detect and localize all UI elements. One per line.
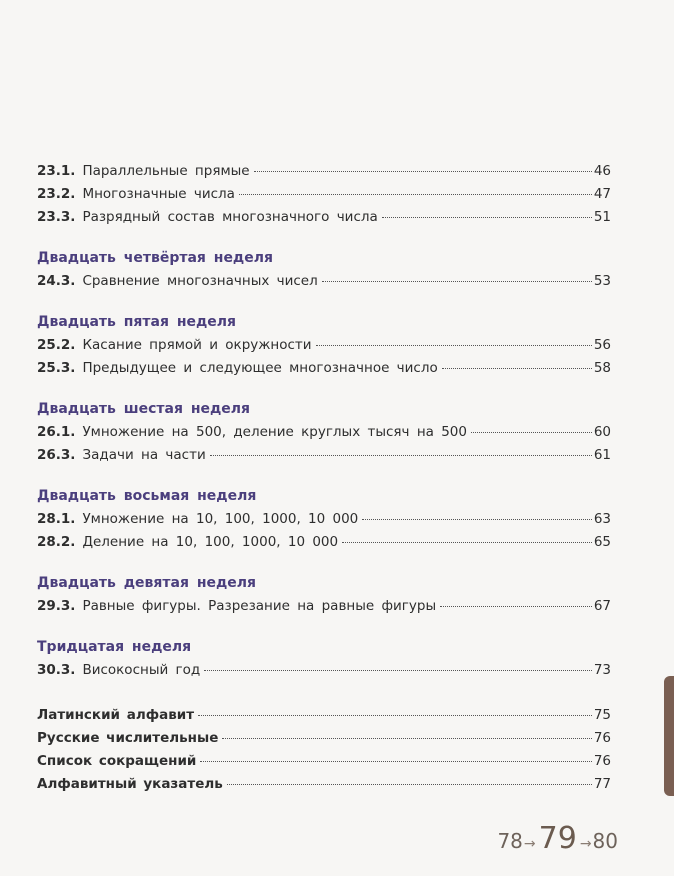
toc-entry[interactable] bbox=[37, 444, 611, 467]
week-heading: Двадцать девятая неделя bbox=[37, 575, 257, 591]
page-navigation bbox=[497, 821, 618, 856]
entry-page-number: 67 bbox=[593, 598, 611, 614]
appendix-entry[interactable] bbox=[37, 704, 611, 727]
prev-page-number[interactable]: 78 bbox=[497, 829, 523, 853]
entry-title: Многозначные числа bbox=[82, 186, 235, 202]
entry-title: Разрядный состав многозначного числа bbox=[82, 209, 378, 225]
entry-title: Деление на 10, 100, 1000, 10 000 bbox=[82, 534, 339, 550]
dot-leader bbox=[316, 345, 592, 346]
dot-leader bbox=[222, 738, 591, 739]
dot-leader bbox=[239, 194, 592, 195]
week-heading: Двадцать четвёртая неделя bbox=[37, 250, 273, 266]
entry-number: 25.2. bbox=[37, 337, 76, 353]
entry-title: Касание прямой и окружности bbox=[82, 337, 312, 353]
entry-page-number: 73 bbox=[593, 662, 611, 678]
toc-entry[interactable] bbox=[37, 334, 611, 357]
toc-entry[interactable] bbox=[37, 531, 611, 554]
entry-page-number: 61 bbox=[593, 447, 611, 463]
entry-page-number: 58 bbox=[593, 360, 611, 376]
entry-page-number: 76 bbox=[593, 753, 611, 769]
entry-title: Алфавитный указатель bbox=[37, 776, 223, 792]
toc-entry[interactable] bbox=[37, 508, 611, 531]
entry-title: Задачи на части bbox=[82, 447, 206, 463]
appendix-entry[interactable] bbox=[37, 727, 611, 750]
week-heading: Двадцать пятая неделя bbox=[37, 314, 237, 330]
entry-page-number: 76 bbox=[593, 730, 611, 746]
entry-number: 29.3. bbox=[37, 598, 76, 614]
entry-number: 30.3. bbox=[37, 662, 76, 678]
week-heading: Двадцать восьмая неделя bbox=[37, 488, 257, 504]
entry-title: Латинский алфавит bbox=[37, 707, 195, 723]
entry-title: Список сокращений bbox=[37, 753, 197, 769]
entry-title: Параллельные прямые bbox=[82, 163, 250, 179]
entry-page-number: 46 bbox=[593, 163, 611, 179]
entry-page-number: 47 bbox=[593, 186, 611, 202]
appendix-entry[interactable] bbox=[37, 750, 611, 773]
entry-title: Високосный год bbox=[82, 662, 201, 678]
entry-page-number: 65 bbox=[593, 534, 611, 550]
entry-title: Предыдущее и следующее многозначное число bbox=[82, 360, 438, 376]
dot-leader bbox=[322, 281, 592, 282]
entry-number: 24.3. bbox=[37, 273, 76, 289]
dot-leader bbox=[382, 217, 592, 218]
entry-number: 25.3. bbox=[37, 360, 76, 376]
entry-title: Умножение на 500, деление круглых тысяч на 500 bbox=[82, 424, 467, 440]
entry-number: 23.1. bbox=[37, 163, 76, 179]
entry-title: Равные фигуры. Разрезание на равные фигуры bbox=[82, 598, 437, 614]
dot-leader bbox=[200, 761, 591, 762]
dot-leader bbox=[210, 455, 592, 456]
entry-page-number: 51 bbox=[593, 209, 611, 225]
dot-leader bbox=[198, 715, 592, 716]
appendix-entry[interactable] bbox=[37, 773, 611, 796]
dot-leader bbox=[440, 606, 592, 607]
toc-entry[interactable] bbox=[37, 160, 611, 183]
section-edge-tab bbox=[664, 676, 674, 796]
dot-leader bbox=[342, 542, 592, 543]
toc-entry[interactable] bbox=[37, 270, 611, 293]
entry-number: 26.1. bbox=[37, 424, 76, 440]
week-heading: Двадцать шестая неделя bbox=[37, 401, 251, 417]
entry-number: 23.3. bbox=[37, 209, 76, 225]
toc-entry[interactable] bbox=[37, 206, 611, 229]
current-page-number: 79 bbox=[538, 821, 577, 856]
dot-leader bbox=[442, 368, 592, 369]
toc-entry[interactable] bbox=[37, 421, 611, 444]
arrow-right-icon: → bbox=[523, 836, 536, 852]
toc-entry[interactable] bbox=[37, 659, 611, 682]
entry-page-number: 56 bbox=[593, 337, 611, 353]
entry-title: Умножение на 10, 100, 1000, 10 000 bbox=[82, 511, 359, 527]
toc-entry[interactable] bbox=[37, 595, 611, 618]
entry-page-number: 63 bbox=[593, 511, 611, 527]
entry-page-number: 77 bbox=[593, 776, 611, 792]
table-of-contents bbox=[37, 160, 611, 796]
dot-leader bbox=[227, 784, 592, 785]
entry-number: 26.3. bbox=[37, 447, 76, 463]
dot-leader bbox=[204, 670, 592, 671]
arrow-right-icon: → bbox=[579, 836, 592, 852]
entry-page-number: 53 bbox=[593, 273, 611, 289]
entry-page-number: 60 bbox=[593, 424, 611, 440]
appendix-list bbox=[37, 704, 611, 796]
next-page-number[interactable]: 80 bbox=[592, 829, 618, 853]
entry-number: 23.2. bbox=[37, 186, 76, 202]
toc-entry[interactable] bbox=[37, 183, 611, 206]
week-heading: Тридцатая неделя bbox=[37, 639, 192, 655]
toc-entry[interactable] bbox=[37, 357, 611, 380]
entry-number: 28.2. bbox=[37, 534, 76, 550]
dot-leader bbox=[254, 171, 592, 172]
entry-page-number: 75 bbox=[593, 707, 611, 723]
dot-leader bbox=[362, 519, 592, 520]
entry-title: Русские числительные bbox=[37, 730, 219, 746]
entry-title: Сравнение многозначных чисел bbox=[82, 273, 318, 289]
entry-number: 28.1. bbox=[37, 511, 76, 527]
dot-leader bbox=[471, 432, 592, 433]
